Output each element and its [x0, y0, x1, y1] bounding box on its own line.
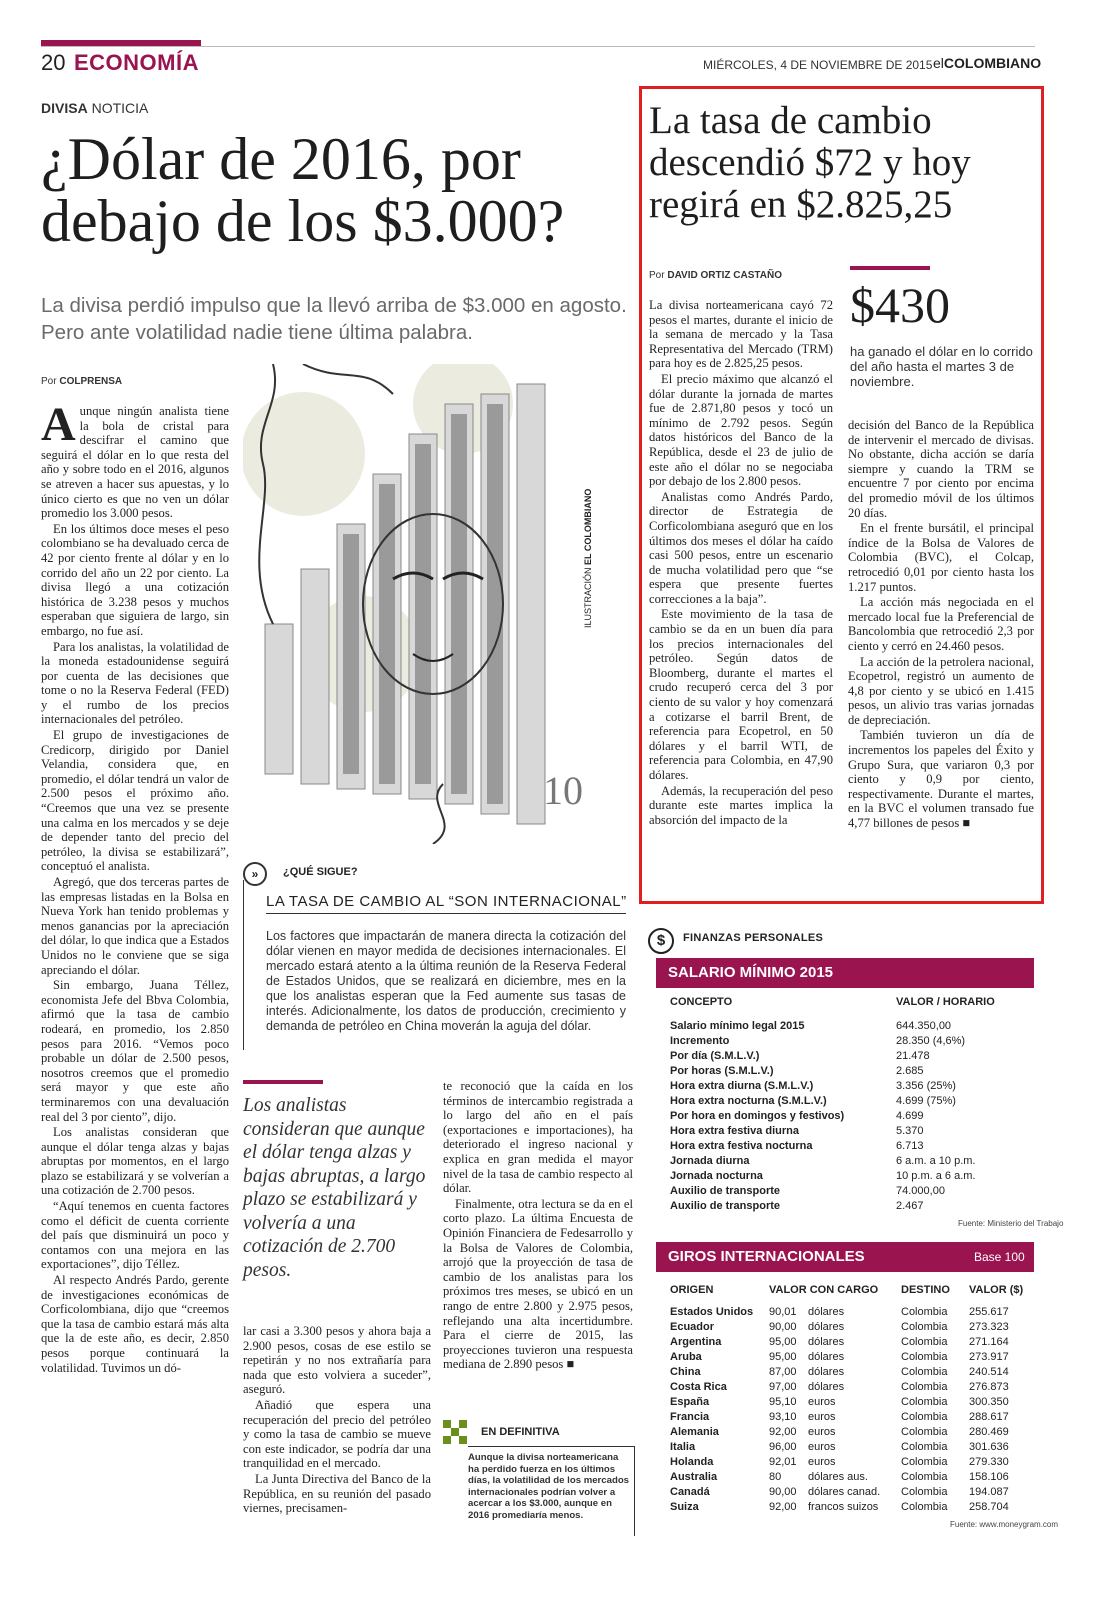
destino-cell: Colombia [901, 1426, 948, 1438]
header-rule [41, 46, 1035, 47]
valor-cell: 276.873 [969, 1381, 1009, 1393]
valor-cell: 288.617 [969, 1411, 1009, 1423]
valor-cargo-cell: 93,10 [769, 1411, 797, 1423]
dateline: MIÉRCOLES, 4 DE NOVIEMBRE DE 2015 [703, 58, 933, 72]
table-row [0, 1425, 1040, 1440]
side-byline [649, 270, 782, 281]
valor-cell: 280.469 [969, 1426, 1009, 1438]
valor-cell: 4.699 [896, 1110, 924, 1122]
kicker-type: NOTICIA [87, 100, 149, 116]
table-row [0, 1380, 1040, 1395]
article-paragraph: Los analistas consideran que aunque el dólar tenga alzas y bajas abruptas por momentos, en el largo plazo se estabilizará y se volverían a una cotización de 2.700 pesos. [41, 1125, 229, 1198]
que-sigue-label: ¿QUÉ SIGUE? [283, 866, 358, 878]
table-row [0, 1500, 1040, 1515]
big-number: $430 [850, 277, 950, 333]
table-row [0, 1109, 1040, 1124]
article-paragraph: lar casi a 3.300 pesos y ahora baja a 2.900 pesos, cosas de ese estilo se repetirán y no nos extrañaría para nada que esto volviera a suceder”, aseguró. [243, 1324, 431, 1397]
byline-prefix: Por [649, 270, 668, 281]
origen-cell: Costa Rica [670, 1381, 727, 1393]
article-paragraph: Agregó, que dos terceras partes de las empresas listadas en la Bolsa en Nueva York han tenido problemas y menos ganancias por la apreciación del dólar, lo que indica que a Estados Unidos no le conviene que se siga apreciando el dólar. [41, 875, 229, 977]
valor-cargo-cell: 90,00 [769, 1486, 797, 1498]
moneda-cell: dólares [808, 1306, 845, 1318]
newspaper-brand: COLOMBIANO [943, 55, 1042, 71]
moneda-cell: euros [808, 1396, 836, 1408]
que-sigue-text: Los factores que impactarán de manera directa la cotización del dólar vienen en mayor medida de decisiones internacionales. El mercado estará atento a la última reunión de la Reserva Federal de Estados Unidos, que se realizará en diciembre, mes en la que los analistas esperan que la Fed aumente sus tasas de interés. Adicionalmente, los datos de producción, crecimiento y demanda de petróleo en China moverán la aguja del dólar. [266, 929, 626, 1033]
moneda-cell: francos suizos [808, 1501, 879, 1513]
valor-cell: 6 a.m. a 10 p.m. [896, 1155, 976, 1167]
double-chevron-right-icon: » [243, 862, 267, 886]
moneda-cell: euros [808, 1441, 836, 1453]
origen-cell: Suiza [670, 1501, 699, 1513]
main-byline [41, 376, 122, 387]
valor-cargo-cell: 96,00 [769, 1441, 797, 1453]
table-row [0, 1485, 1040, 1500]
table-row [0, 1199, 1040, 1214]
origen-cell: Holanda [670, 1456, 714, 1468]
origen-cell: Italia [670, 1441, 696, 1453]
concepto-cell: Por día (S.M.L.V.) [670, 1050, 760, 1062]
concepto-cell: Auxilio de transporte [670, 1185, 781, 1197]
article-paragraph: También tuvieron un día de incrementos los papeles del Éxito y Grupo Sura, que variaron 0,3 por ciento y 0,9 por ciento, respectivamente. Durante el martes, en la BVC el volumen transado fue 4,77 billones de pesos ■ [848, 728, 1034, 831]
article-paragraph [41, 404, 229, 521]
moneda-cell: euros [808, 1456, 836, 1468]
article-paragraph: “Aquí tenemos en cuenta factores como el déficit de cuenta corriente del país que disminuirá un poco y contamos con una mejora en las exportaciones”, dijo Téllez. [41, 1199, 229, 1272]
salario-table-header [656, 958, 1034, 988]
origen-cell: España [670, 1396, 710, 1408]
table-row [0, 1395, 1040, 1410]
valor-cargo-cell: 92,00 [769, 1426, 797, 1438]
side-article-column-1 [649, 298, 833, 888]
moneda-cell: dólares [808, 1321, 845, 1333]
moneda-cell: dólares [808, 1381, 845, 1393]
section-title: ECONOMÍA [74, 50, 199, 75]
dollar-illustration [243, 364, 598, 844]
table-row [0, 1049, 1040, 1064]
table-row [0, 1124, 1040, 1139]
valor-cargo-cell: 90,01 [769, 1306, 797, 1318]
table-row [0, 1094, 1040, 1109]
giros-base: Base 100 [974, 1250, 1025, 1264]
col-header-destino: DESTINO [901, 1284, 950, 1296]
giros-source: Fuente: www.moneygram.com [950, 1520, 1059, 1529]
valor-cargo-cell: 97,00 [769, 1381, 797, 1393]
origen-cell: Aruba [670, 1351, 702, 1363]
salario-table-title: SALARIO MÍNIMO 2015 [668, 964, 834, 981]
dollar-circle-icon: $ [648, 928, 674, 954]
destino-cell: Colombia [901, 1501, 948, 1513]
article-paragraph: La Junta Directiva del Banco de la República, en su reunión del pasado viernes, precisamen- [243, 1471, 431, 1516]
destino-cell: Colombia [901, 1366, 948, 1378]
valor-cell: 240.514 [969, 1366, 1009, 1378]
moneda-cell: dólares [808, 1351, 845, 1363]
concepto-cell: Salario mínimo legal 2015 [670, 1020, 805, 1032]
valor-cell: 271.164 [969, 1336, 1009, 1348]
paragraph-text: unque ningún analista tiene la bola de cristal para descifrar el camino que seguirá el dólar en lo que resta del año y sobre todo en el 2016, algunos se atreven a hacer sus apuestas, y lo único cierto es que no ven un dólar promedio los 3.000 pesos. [41, 404, 229, 521]
table-row [0, 1169, 1040, 1184]
origen-cell: Argentina [670, 1336, 722, 1348]
table-row [0, 1440, 1040, 1455]
big-number-accent-bar [850, 266, 930, 270]
article-paragraph: te reconoció que la caída en los términos de intercambio registrada a lo largo del año en el país (exportaciones e importaciones), ha deteriorado el ingreso nacional y explica en gran medida el mayor nivel de la tasa de cambio respecto al dólar. [443, 1079, 633, 1196]
concepto-cell: Incremento [670, 1035, 730, 1047]
valor-cell: 3.356 (25%) [896, 1080, 956, 1092]
table-row [0, 1034, 1040, 1049]
origen-cell: Alemania [670, 1426, 719, 1438]
valor-cargo-cell: 92,00 [769, 1501, 797, 1513]
destino-cell: Colombia [901, 1321, 948, 1333]
side-article-column-2 [848, 418, 1034, 888]
article-paragraph: Analistas como Andrés Pardo, director de Estrategia de Corficolombiana aseguró que en los últimos dos meses el dólar ha caído casi 500 pesos, entre un escenario de mucha volatilidad pero que “se espera que presente fuertes correcciones a la baja”. [649, 489, 833, 606]
table-row [0, 1064, 1040, 1079]
destino-cell: Colombia [901, 1441, 948, 1453]
destino-cell: Colombia [901, 1306, 948, 1318]
concepto-cell: Hora extra festiva nocturna [670, 1140, 813, 1152]
table-row [0, 1365, 1040, 1380]
byline-prefix: Por [41, 376, 60, 387]
col-header-valor-cargo: VALOR CON CARGO [769, 1284, 879, 1296]
moneda-cell: euros [808, 1411, 836, 1423]
article-paragraph: El grupo de investigaciones de Credicorp, dirigido por Daniel Velandia, considera que, en promedio, el dólar tendrá un valor de 2.500 pesos el próximo año. “Creemos que una vez se presente una calma en los mercados y se deje de depender tanto del precio del petróleo, la divisa se estabilizará”, conceptuó el analista. [41, 728, 229, 874]
concepto-cell: Por horas (S.M.L.V.) [670, 1065, 774, 1077]
credit-name: EL COLOMBIANO [583, 488, 593, 565]
article-paragraph: decisión del Banco de la República de intervenir el mercado de divisas. No obstante, dicha acción se daría siempre y cuando la TRM se encuentre 7 por ciento por encima del promedio móvil de los últimos 20 días. [848, 418, 1034, 520]
valor-cell: 301.636 [969, 1441, 1009, 1453]
moneda-cell: dólares aus. [808, 1471, 868, 1483]
destino-cell: Colombia [901, 1351, 948, 1363]
valor-cargo-cell: 90,00 [769, 1321, 797, 1333]
side-headline: La tasa de cambio descendió $72 y hoy regirá en $2.825,25 [649, 99, 971, 226]
que-sigue-rule [266, 913, 626, 914]
article-paragraph: Finalmente, otra lectura se da en el corto plazo. La última Encuesta de Opinión Financiera de Fedesarrollo y la Bolsa de Valores de Colombia, arrojó que la proyección de tasa de cambio de los analistas para los próximos tres meses, se ubicó en un rango de entre 2.800 y 2.975 pesos, reflejando una alta incertidumbre. Para el cierre de 2015, las proyecciones tuvieron una respuesta mediana de 2.890 pesos ■ [443, 1196, 633, 1372]
destino-cell: Colombia [901, 1411, 948, 1423]
article-paragraph: La acción más negociada en el mercado local fue la Preferencial de Bancolombia que retrocedió 2,3 por ciento y cerró en 24.460 pesos. [848, 595, 1034, 653]
valor-cell: 5.370 [896, 1125, 924, 1137]
en-definitiva-text: Aunque la divisa norteamericana ha perdido fuerza en los últimos días, la volatilidad de los mercados internacionales podrían volver a acercar a los $3.000, aunque en 2016 promediaría menos. [468, 1452, 630, 1521]
table-row [0, 1139, 1040, 1154]
article-paragraph: Al respecto Andrés Pardo, gerente de investigaciones económicas de Corficolombiana, dijo que “creemos que la tasa de cambio estará más alta que la de este año, es decir, 2.850 pesos porque continuará la volatilidad. Tuvimos un dó- [41, 1273, 229, 1375]
valor-cell: 194.087 [969, 1486, 1009, 1498]
valor-cargo-cell: 87,00 [769, 1366, 797, 1378]
table-row [0, 1019, 1040, 1034]
giros-table-header [656, 1242, 1034, 1272]
valor-cell: 2.685 [896, 1065, 924, 1077]
concepto-cell: Hora extra nocturna (S.M.L.V.) [670, 1095, 827, 1107]
table-row [0, 1320, 1040, 1335]
destino-cell: Colombia [901, 1381, 948, 1393]
valor-cell: 279.330 [969, 1456, 1009, 1468]
valor-cargo-cell: 95,10 [769, 1396, 797, 1408]
article-paragraph: Sin embargo, Juana Téllez, economista Jefe del Bbva Colombia, afirmó que la tasa de cambio rodeará, en promedio, los 2.850 pesos para 2016. “Vemos poco probable un dólar de 2.500 pesos, nosotros creemos que el promedio será mayor y que este año terminaremos con una devaluación real del 3 por ciento”, dijo. [41, 978, 229, 1124]
byline-author: DAVID ORTIZ CASTAÑO [667, 270, 782, 281]
table-row [0, 1335, 1040, 1350]
origen-cell: Australia [670, 1471, 718, 1483]
table-row [0, 1455, 1040, 1470]
page-number: 20 [41, 50, 66, 75]
col-header-concepto: CONCEPTO [670, 996, 733, 1008]
que-sigue-title: LA TASA DE CAMBIO AL “SON INTERNACIONAL” [266, 893, 627, 910]
destino-cell: Colombia [901, 1471, 948, 1483]
valor-cell: 644.350,00 [896, 1020, 952, 1032]
moneda-cell: dólares [808, 1366, 845, 1378]
origen-cell: China [670, 1366, 701, 1378]
valor-cell: 21.478 [896, 1050, 930, 1062]
valor-cargo-cell: 80 [769, 1471, 782, 1483]
origen-cell: Ecuador [670, 1321, 715, 1333]
origen-cell: Canadá [670, 1486, 710, 1498]
salario-source: Fuente: Ministerio del Trabajo [958, 1219, 1064, 1228]
concepto-cell: Por hora en domingos y festivos) [670, 1110, 845, 1122]
valor-cell: 300.350 [969, 1396, 1009, 1408]
valor-cell: 4.699 (75%) [896, 1095, 956, 1107]
article-paragraph: La divisa norteamericana cayó 72 pesos el martes, durante el inicio de la semana de mercado y la Tasa Representativa del Mercado (TRM) para hoy es de 2.825,25 pesos. [649, 298, 833, 371]
col-header-origen: ORIGEN [670, 1284, 714, 1296]
valor-cell: 273.917 [969, 1351, 1009, 1363]
concepto-cell: Auxilio de transporte [670, 1200, 781, 1212]
main-subhead: La divisa perdió impulso que la llevó arriba de $3.000 en agosto. Pero ante volatilidad nadie tiene última palabra. [41, 294, 627, 344]
table-row [0, 1184, 1040, 1199]
article-paragraph: En el frente bursátil, el principal índice de la Bolsa de Valores de Colombia (BVC), el Colcap, retrocedió 0,01 por ciento hasta los 1.217 puntos. [848, 521, 1034, 594]
kicker [41, 100, 148, 116]
concepto-cell: Hora extra festiva diurna [670, 1125, 799, 1137]
col-header-valor-horario: VALOR / HORARIO [896, 996, 995, 1008]
pull-quote: Los analistas consideran que aunque el dólar tenga alzas y bajas abruptas, a largo plazo se estabilizará y volvería a una cotización de 2.700 pesos. [243, 1095, 426, 1281]
byline-author: COLPRENSA [59, 376, 123, 387]
moneda-cell: dólares [808, 1336, 845, 1348]
valor-cell: 28.350 (4,6%) [896, 1035, 966, 1047]
newspaper-prefix: el [933, 55, 944, 71]
concepto-cell: Jornada nocturna [670, 1170, 763, 1182]
table-row [0, 1350, 1040, 1365]
destino-cell: Colombia [901, 1456, 948, 1468]
article-paragraph: Para los analistas, la volatilidad de la moneda estadounidense seguirá por cuenta de las decisiones que tome o no la Reserva Federal (FED) y el rumbo de los precios internacionales del petróleo. [41, 639, 229, 727]
valor-cell: 258.704 [969, 1501, 1009, 1513]
finanzas-label: FINANZAS PERSONALES [683, 932, 824, 944]
table-row [0, 1410, 1040, 1425]
table-row [0, 1305, 1040, 1320]
destino-cell: Colombia [901, 1486, 948, 1498]
big-number-caption: ha ganado el dólar en lo corrido del año hasta el martes 3 de noviembre. [850, 344, 1033, 389]
destino-cell: Colombia [901, 1336, 948, 1348]
valor-cell: 2.467 [896, 1200, 924, 1212]
valor-cell: 273.323 [969, 1321, 1009, 1333]
article-paragraph: El precio máximo que alcanzó el dólar durante la jornada de martes fue de 2.871,80 pesos y tocó un mínimo de 2.792 pesos. Según datos históricos del Banco de la República, desde el 23 de julio de este año el dólar no se negociaba por debajo de los 2.800 pesos. [649, 371, 833, 489]
valor-cell: 74.000,00 [896, 1185, 945, 1197]
col-header-valor: VALOR ($) [969, 1284, 1024, 1296]
article-paragraph: En los últimos doce meses el peso colombiano se ha devaluado cerca de 42 por ciento frente al dólar y en lo corrido del año un 22 por ciento. La divisa llegó a una cotización histórica de 3.238 pesos y muchos esperaban que siguiera de largo, sin embargo, no fue así. [41, 521, 229, 638]
table-row [0, 1154, 1040, 1169]
valor-cell: 158.106 [969, 1471, 1009, 1483]
concepto-cell: Jornada diurna [670, 1155, 750, 1167]
table-row [0, 1470, 1040, 1485]
concepto-cell: Hora extra diurna (S.M.L.V.) [670, 1080, 814, 1092]
valor-cargo-cell: 95,00 [769, 1336, 797, 1348]
valor-cell: 255.617 [969, 1306, 1009, 1318]
valor-cargo-cell: 95,00 [769, 1351, 797, 1363]
valor-cargo-cell: 92,01 [769, 1456, 797, 1468]
giros-table-title: GIROS INTERNACIONALES [668, 1248, 865, 1265]
origen-cell: Estados Unidos [670, 1306, 754, 1318]
moneda-cell: dólares canad. [808, 1486, 881, 1498]
article-paragraph: La acción de la petrolera nacional, Ecopetrol, registró un aumento de 4,8 por ciento y se ubicó en 1.415 pesos, un alivio tras varias jornadas de depreciación. [848, 654, 1034, 727]
valor-cell: 6.713 [896, 1140, 924, 1152]
moneda-cell: euros [808, 1426, 836, 1438]
drop-cap: A [41, 404, 76, 451]
destino-cell: Colombia [901, 1396, 948, 1408]
table-row [0, 1079, 1040, 1094]
main-headline: ¿Dólar de 2016, por debajo de los $3.000? [41, 126, 565, 254]
origen-cell: Francia [670, 1411, 710, 1423]
valor-cell: 10 p.m. a 6 a.m. [896, 1170, 976, 1182]
article-paragraph: Añadió que espera una recuperación del precio del petróleo y como la tasa de cambio se mueve con este indicador, se podría dar una tranquilidad en el mercado. [243, 1397, 431, 1471]
illustration-credit [583, 478, 597, 628]
newspaper-name [933, 55, 1041, 71]
en-definitiva-label: EN DEFINITIVA [481, 1426, 560, 1438]
svg-text:10: 10 [543, 768, 583, 813]
article-paragraph: Este movimiento de la tasa de cambio se da en un buen día para los precios internacionales del petróleo. Según datos de Bloomberg, durante el martes el crudo recuperó cerca del 3 por ciento de su valor y hoy comenzará a cotizarse el barril Brent, de referencia para Ecopetrol, en 50 dólares y el barril WTI, de referencia para Colombia, en 47,90 dólares. [649, 607, 833, 782]
kicker-topic: DIVISA [41, 100, 88, 116]
credit-prefix: ILUSTRACIÓN [583, 564, 593, 628]
article-paragraph: Además, la recuperación del peso durante este martes implica la absorción del impacto de la [649, 783, 833, 827]
